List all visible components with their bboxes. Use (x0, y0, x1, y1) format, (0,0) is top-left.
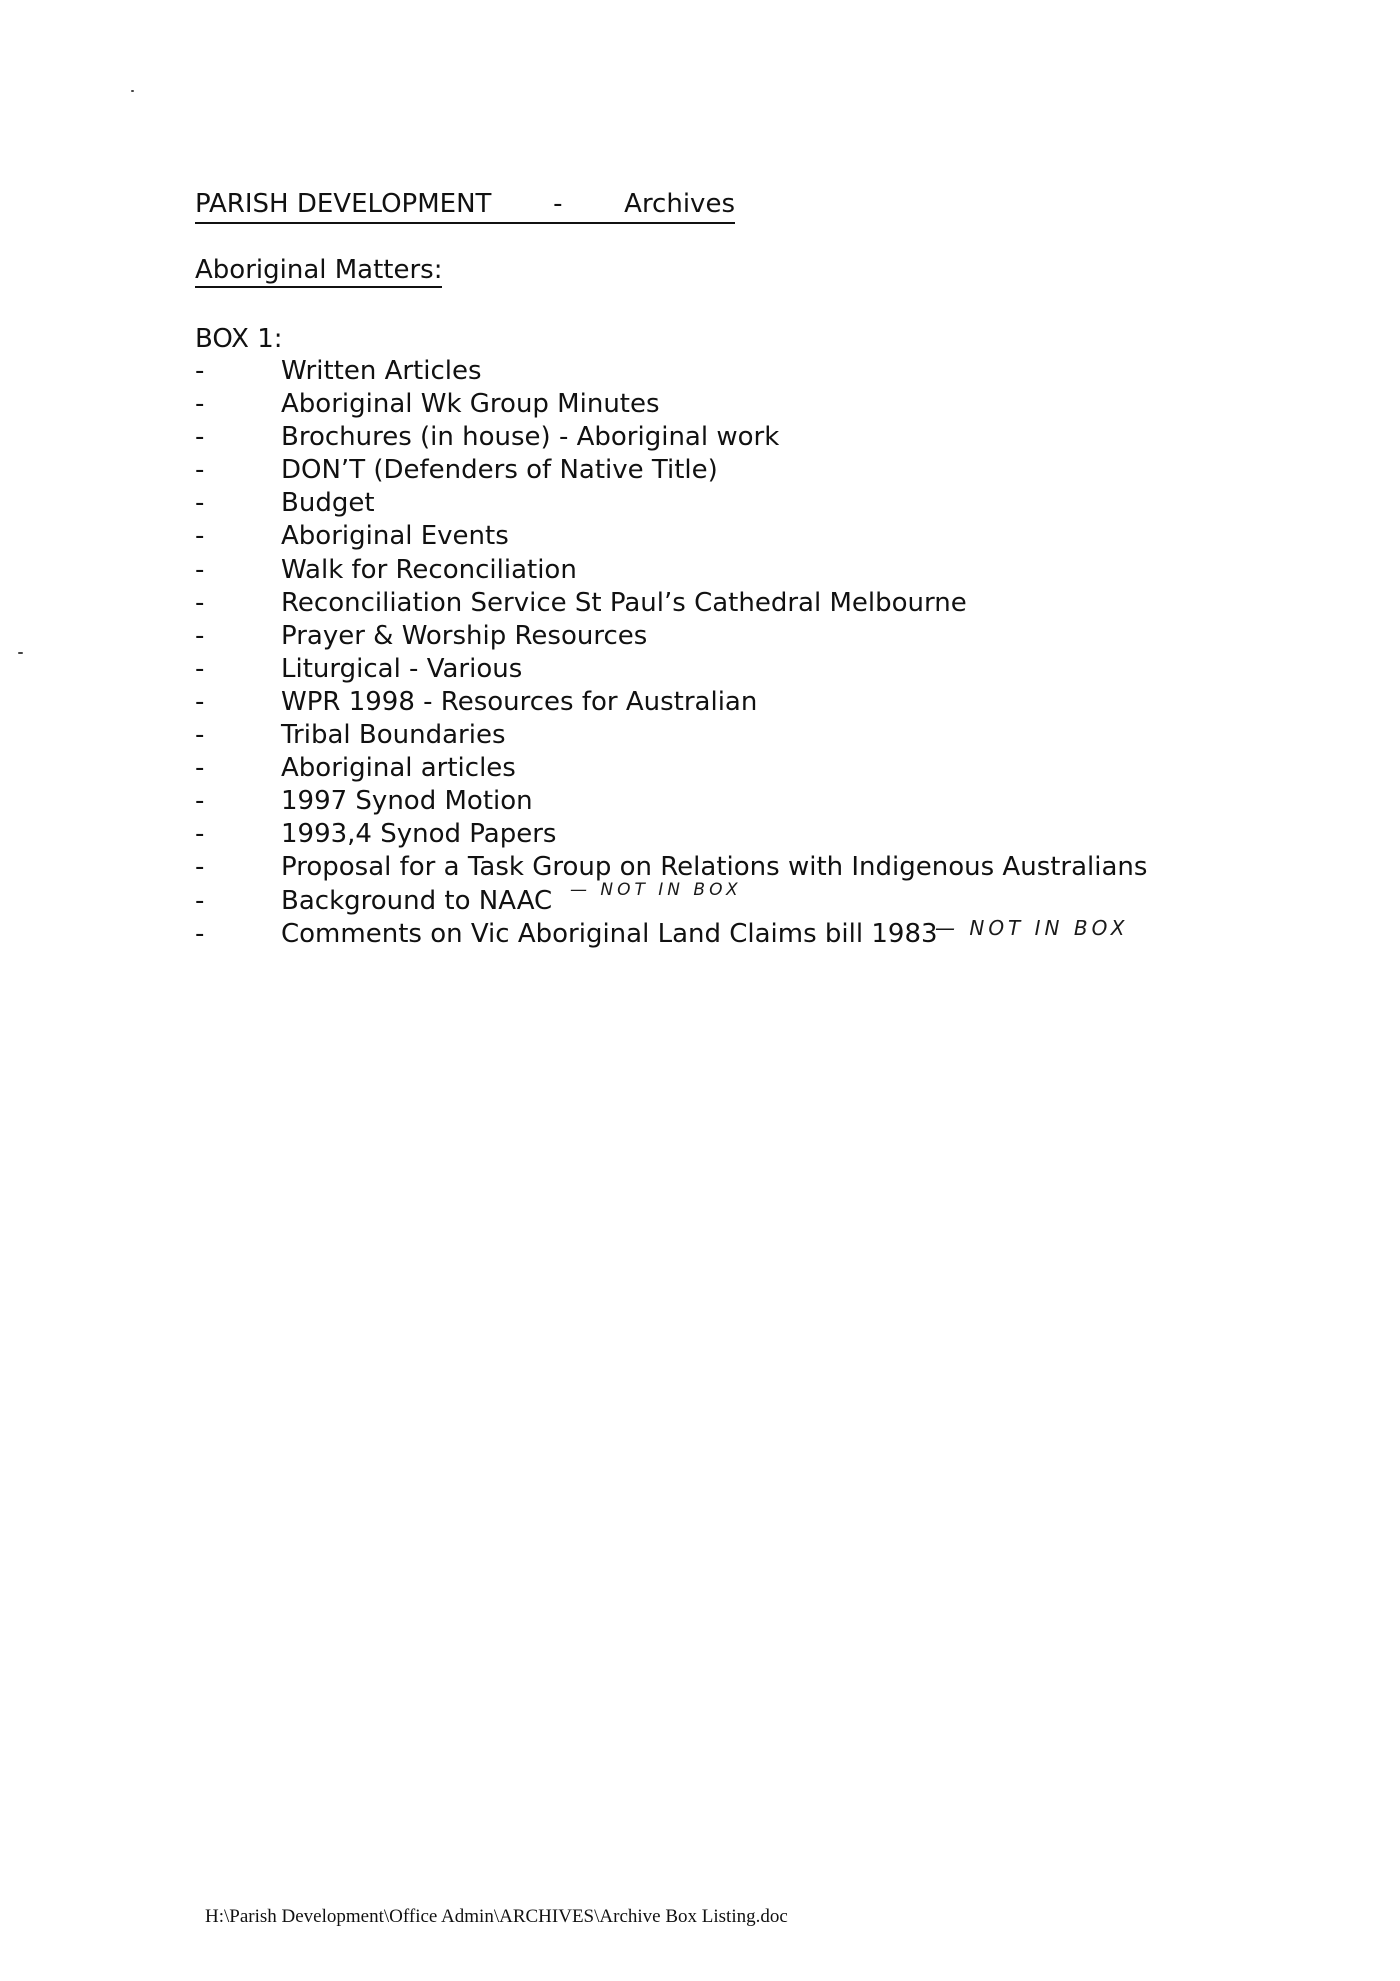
handwritten-note: — NOT IN BOX (935, 916, 1129, 940)
bullet-dash: - (195, 521, 205, 552)
bullet-dash: - (195, 753, 205, 784)
bullet-dash: - (195, 720, 205, 751)
bullet-dash: - (195, 852, 205, 883)
list-item-text: Prayer & Worship Resources (281, 620, 648, 651)
list-item-text: Aboriginal Events (281, 521, 509, 552)
bullet-dash: - (195, 786, 205, 817)
list-item-text: Brochures (in house) - Aboriginal work (281, 422, 780, 453)
list-item-text: Walk for Reconciliation (281, 554, 577, 585)
list-item-text: Aboriginal articles (281, 753, 516, 784)
list-item-text: Background to NAAC (281, 885, 553, 916)
box-label: BOX 1: (195, 324, 283, 354)
scan-speck (131, 90, 134, 92)
bullet-dash: - (195, 488, 205, 519)
bullet-dash: - (195, 686, 205, 717)
bullet-dash: - (195, 918, 205, 949)
list-item-text: Budget (281, 488, 375, 519)
list-item-text: Tribal Boundaries (281, 720, 506, 751)
bullet-dash: - (195, 422, 205, 453)
list-item-text: Written Articles (281, 356, 482, 386)
document-heading (195, 188, 735, 224)
bullet-dash: - (195, 653, 205, 684)
list-item-text: Proposal for a Task Group on Relations with Indigenous Australians (281, 852, 1148, 883)
bullet-dash: - (195, 819, 205, 850)
heading-title: PARISH DEVELOPMENT (195, 189, 492, 219)
bullet-dash: - (195, 554, 205, 585)
bullet-dash: - (195, 587, 205, 618)
bullet-dash: - (195, 620, 205, 651)
heading-subtitle: Archives (624, 189, 735, 219)
list-item-text: Reconciliation Service St Paul’s Cathedral Melbourne (281, 587, 967, 618)
bullet-dash: - (195, 356, 205, 386)
bullet-dash: - (195, 885, 205, 916)
list-item-text: 1997 Synod Motion (281, 786, 533, 817)
list-item-text: WPR 1998 - Resources for Australian (281, 686, 758, 717)
section-title: Aboriginal Matters: (195, 254, 442, 288)
list-item-text: 1993,4 Synod Papers (281, 819, 557, 850)
list-item-text: Liturgical - Various (281, 653, 523, 684)
scan-speck (18, 652, 23, 654)
list-item-text: Aboriginal Wk Group Minutes (281, 389, 660, 420)
heading-separator: - (553, 189, 563, 219)
list-item-text: DON’T (Defenders of Native Title) (281, 455, 718, 486)
file-path-footer: H:\Parish Development\Office Admin\ARCHIVES\Archive Box Listing.doc (205, 1906, 788, 1927)
list-item-text: Comments on Vic Aboriginal Land Claims bill 1983 (281, 918, 938, 949)
bullet-dash: - (195, 455, 205, 486)
handwritten-note: — NOT IN BOX (570, 880, 742, 900)
bullet-dash: - (195, 389, 205, 420)
